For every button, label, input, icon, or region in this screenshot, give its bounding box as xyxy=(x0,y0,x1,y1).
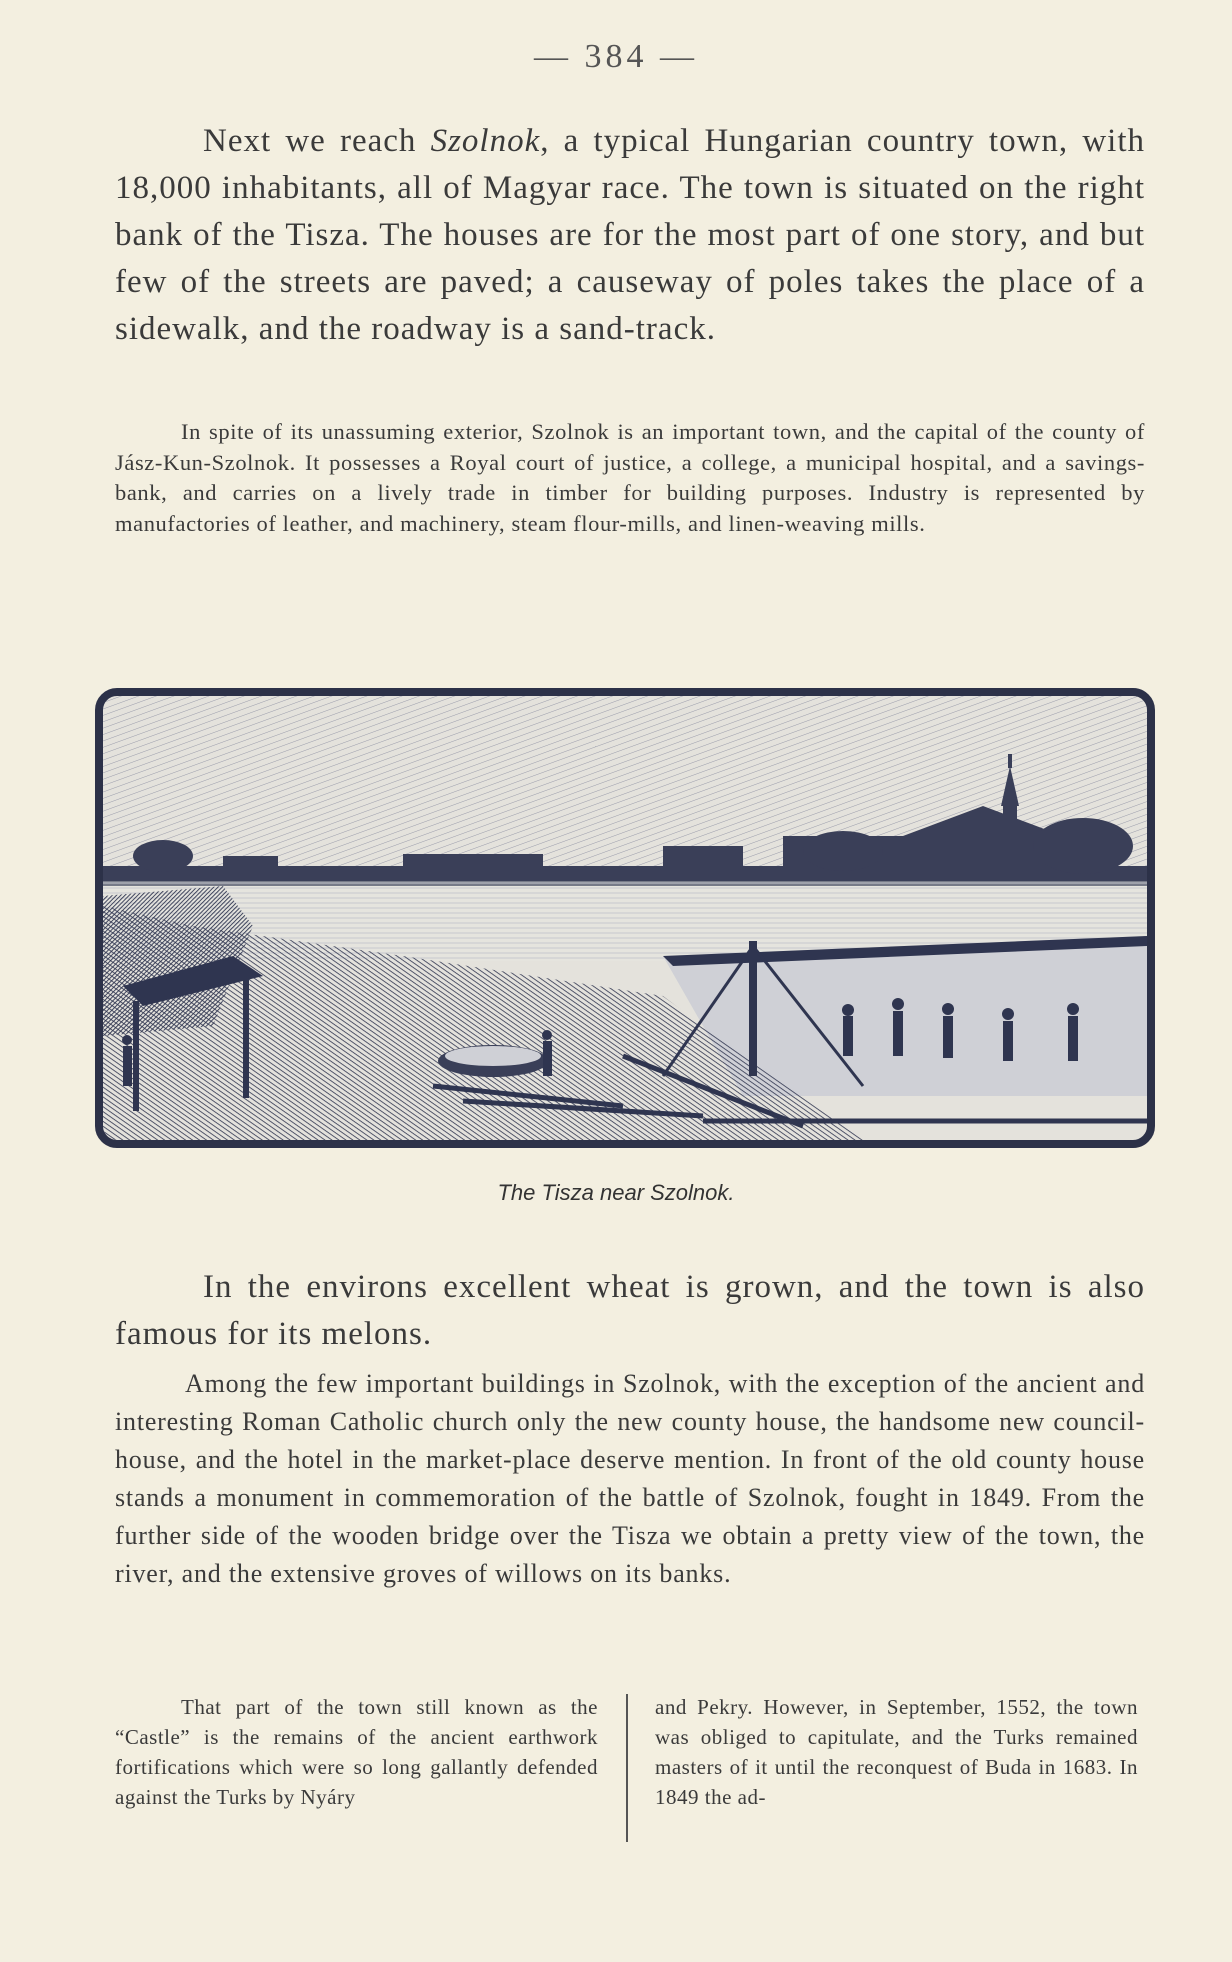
intro-text-start: Next we reach xyxy=(203,123,431,159)
column-right xyxy=(655,1692,1138,1812)
importance-text: In spite of its unassuming exterior, Szolnok is an important town, and the capital of the county of Jász-Kun-Szolnok. It possesses a Royal court of justice, a college, a municipal hospital, and a savings-bank, and carries on a lively trade in timber for building purposes. Industry is represented by manufactories of leather, and machinery, steam flour-mills, and linen-weaving mills. xyxy=(115,419,1145,536)
column-left-text: That part of the town still known as the “Castle” is the remains of the ancient earthwork fortifications which were so long gallantly defended against the Turks by Nyáry xyxy=(115,1695,598,1809)
engraving-tisza-near-szolnok xyxy=(95,688,1155,1148)
paragraph-environs xyxy=(115,1264,1145,1358)
environs-text: In the environs excellent wheat is grown, and the town is also famous for its melons. xyxy=(115,1269,1145,1352)
place-name-szolnok: Szolnok xyxy=(430,123,541,159)
engraving-scene xyxy=(103,696,1147,1140)
intro-text-rest: , a typical Hungarian country town, with 18,000 inhabitants, all of Magyar race. The town is situated on the right bank of the Tisza. The houses are for the most part of one story, and but few of the streets are paved; a causeway of poles takes the place of a sidewalk, and the roadway is a sand-track. xyxy=(115,123,1145,347)
column-left xyxy=(115,1692,598,1812)
two-column-footnote xyxy=(115,1692,1145,1852)
column-right-text: and Pekry. However, in September, 1552, the town was obliged to capitulate, and the Turks remained masters of it until the reconquest of Buda in 1683. In 1849 the ad- xyxy=(655,1695,1138,1809)
buildings-text: Among the few important buildings in Szolnok, with the exception of the ancient and interesting Roman Catholic church only the new county house, the handsome new council-house, and the hotel in the market-place deserve mention. In front of the old county house stands a monument in commemoration of the battle of Szolnok, fought in 1849. From the further side of the wooden bridge over the Tisza we obtain a pretty view of the town, the river, and the extensive groves of willows on its banks. xyxy=(115,1369,1145,1588)
paragraph-intro xyxy=(115,118,1145,353)
illustration-caption: The Tisza near Szolnok. xyxy=(497,1180,735,1205)
paragraph-importance xyxy=(115,417,1145,539)
column-divider xyxy=(626,1694,628,1842)
paragraph-buildings xyxy=(115,1365,1145,1593)
page-number: — 384 — xyxy=(534,38,698,75)
